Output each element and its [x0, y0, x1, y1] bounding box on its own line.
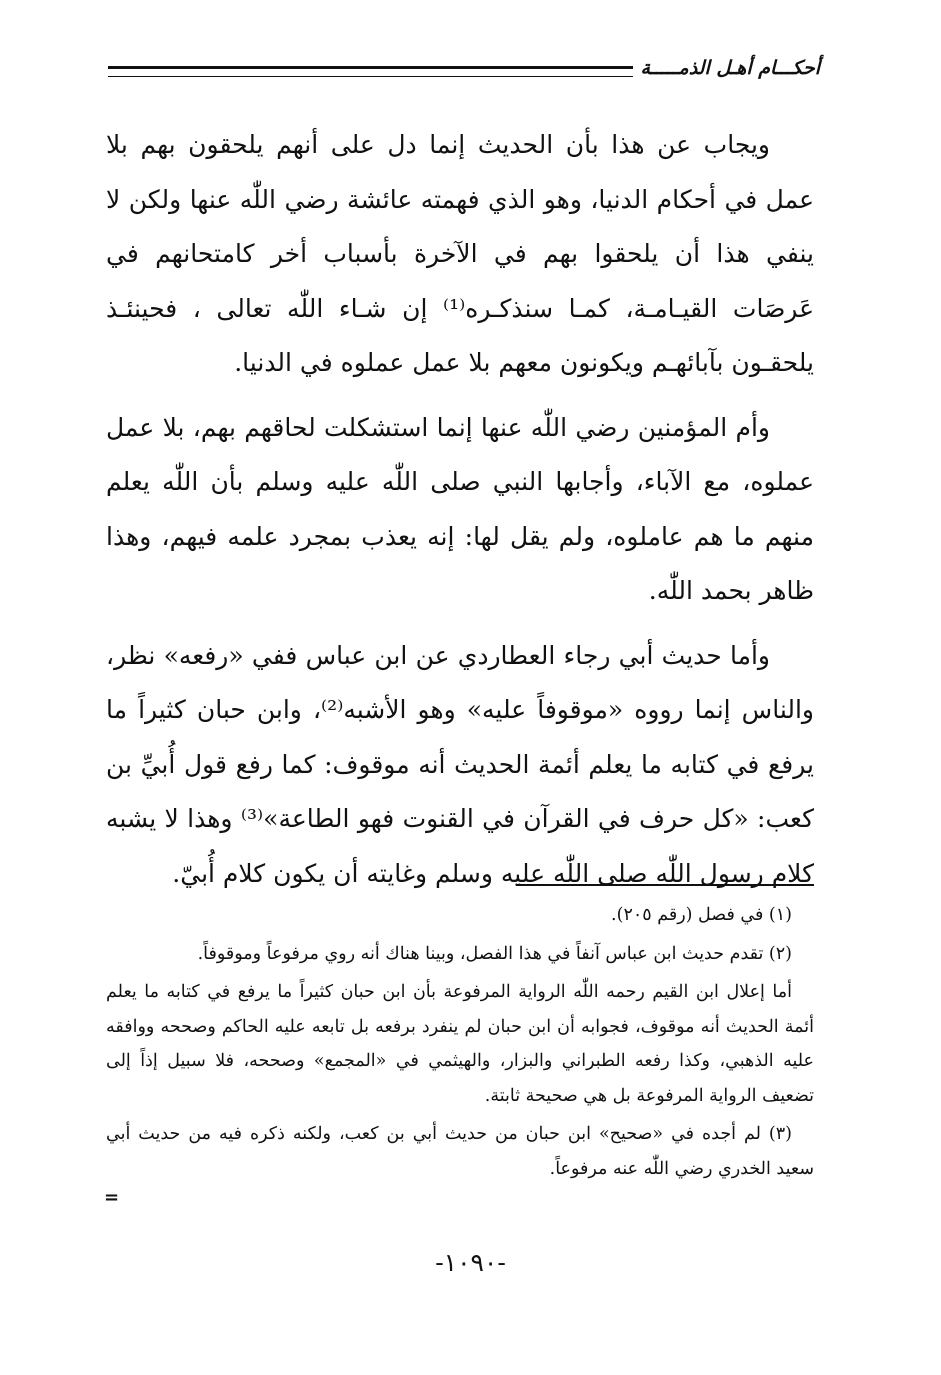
footnote-2: (٢) تقدم حديث ابن عباس آنفاً في هذا الفصل، وبينا هناك أنه روي مرفوعاً وموقوفاً. [197, 943, 792, 964]
page-number: -١٠٩٠- [435, 1248, 506, 1277]
footnote-1: (١) في فصل (رقم ٢٠٥). [611, 905, 792, 925]
paragraph-2: وأم المؤمنين رضي اللّٰه عنها إنما استشكلت لحاقهم بهم، بلا عمل عملوه، مع الآباء، وأجابها النبي صلى اللّٰه عليه وسلم بأن اللّٰه يعلم منهم ما هم عاملوه، ولم يقل لها: إنه يعذب بمجرد علمه فيهم، وهذا ظاهر بحمد اللّٰه. [106, 412, 814, 605]
footnote-separator [516, 884, 814, 886]
continuation-mark: = [104, 1187, 120, 1208]
footnotes [106, 898, 814, 1190]
paragraph-3: وأما حديث أبي رجاء العطاردي عن ابن عباس ففي «رفعه» نظر، والناس إنما رووه «موقوفاً عليه» وهو الأشبه⁽²⁾، وابن حبان كثيراً ما يرفع في كتابه ما يعلم أئمة الحديث أنه موقوف: كما رفع قول أُبيِّ بن كعب: «كل حرف في القرآن في القنوت فهو الطاعة»⁽³⁾ وهذا لا يشبه كلام رسول اللّٰه صلى اللّٰه عليه وسلم وغايته أن يكون كلام أُبيّ. [106, 640, 815, 888]
footnote-3: (٣) لم أجده في «صحيح» ابن حبان من حديث أبي بن كعب، ولكنه ذكره فيه من حديث أبي سعيد الخدري رضي اللّٰه عنه مرفوعاً. [106, 1124, 814, 1179]
header-double-rule [108, 66, 633, 77]
header-title: أحكـــام أهـل الذمـــــة [640, 57, 820, 79]
running-header [108, 52, 820, 84]
main-text [106, 118, 814, 911]
paragraph-1: ويجاب عن هذا بأن الحديث إنما دل على أنهم يلحقون بهم بلا عمل في أحكام الدنيا، وهو الذي فهمته عائشة رضي اللّٰه عنها ولكن لا ينفي هذا أن يلحقوا بهم في الآخرة بأسباب أخر كامتحانهم في عَرصَات القيـامـة، كمـا سنذكـره⁽¹⁾ إن شـاء اللّٰه تعالى ، فحينئـذ يلحقـون بآبائهـم ويكونون معهم بلا عمل عملوه في الدنيا. [106, 130, 815, 377]
footnote-2-continued: أما إعلال ابن القيم رحمه اللّٰه الرواية المرفوعة بأن ابن حبان كثيراً ما يرفع في كتابه ما يعلم أئمة الحديث أنه موقوف، فجوابه أن ابن حبان لم ينفرد برفعه بل تابعه عليه الحاكم وصححه ووافقه عليه الذهبي، وكذا رفعه الطبراني والبزار، والهيثمي في «المجمع» وصححه، فلا سبيل إذاً إلى تضعيف الرواية المرفوعة بل هي صحيحة ثابتة. [106, 982, 814, 1106]
